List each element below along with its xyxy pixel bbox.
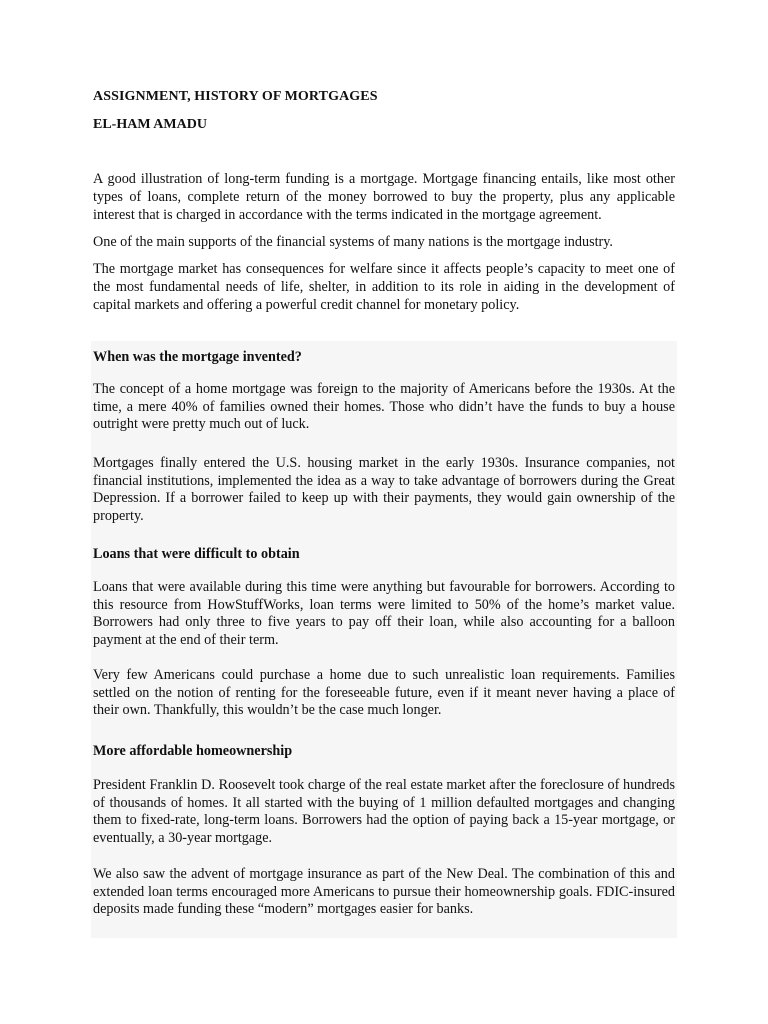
section-affordable-homeownership bbox=[93, 742, 675, 760]
section-paragraph-block bbox=[93, 579, 675, 649]
section-mortgage-invented bbox=[93, 348, 675, 366]
section-paragraph-block bbox=[93, 455, 675, 525]
section-heading: More affordable homeownership bbox=[93, 743, 293, 759]
section-paragraph: Mortgages finally entered the U.S. housing market in the early 1930s. Insurance companies, not financial institutions, implemented the idea as a way to take advantage of borrowers during the Great Depression. If a borrower failed to keep up with their payments, they would gain ownership of the property. bbox=[93, 455, 675, 524]
section-paragraph: We also saw the advent of mortgage insurance as part of the New Deal. The combination of this and extended loan terms encouraged more Americans to pursue their homeownership goals. FDIC-insured deposits made funding these “modern” mortgages easier for banks. bbox=[93, 866, 675, 917]
section-paragraph-block bbox=[93, 667, 675, 720]
intro-paragraph: One of the main supports of the financial systems of many nations is the mortgage industry. bbox=[93, 234, 613, 250]
section-heading: Loans that were difficult to obtain bbox=[93, 546, 300, 562]
intro-paragraph: The mortgage market has consequences for welfare since it affects people’s capacity to meet one of the most fundamental needs of life, shelter, in addition to its role in aiding in the development of capital markets and offering a powerful credit channel for monetary policy. bbox=[93, 261, 675, 313]
section-paragraph-block bbox=[93, 777, 675, 847]
document-author: EL-HAM AMADU bbox=[93, 117, 207, 132]
section-paragraph-block bbox=[93, 381, 675, 434]
section-heading: When was the mortgage invented? bbox=[93, 349, 302, 365]
intro-section bbox=[93, 170, 675, 323]
section-difficult-loans bbox=[93, 545, 675, 563]
section-paragraph-block bbox=[93, 866, 675, 919]
document-title: ASSIGNMENT, HISTORY OF MORTGAGES bbox=[93, 89, 378, 104]
section-paragraph: President Franklin D. Roosevelt took charge of the real estate market after the foreclosure of hundreds of thousands of homes. It all started with the buying of 1 million defaulted mortgages and changing them to fixed-rate, long-term loans. Borrowers had the option of paying back a 15-year mortgage, or eventually, a 30-year mortgage. bbox=[93, 777, 675, 846]
section-paragraph: The concept of a home mortgage was foreign to the majority of Americans before the 1930s. At the time, a mere 40% of families owned their homes. Those who didn’t have the funds to buy a house outright were pretty much out of luck. bbox=[93, 381, 675, 432]
intro-paragraph: A good illustration of long-term funding is a mortgage. Mortgage financing entails, like most other types of loans, complete return of the money borrowed to buy the property, plus any applicable interest that is charged in accordance with the terms indicated in the mortgage agreement. bbox=[93, 171, 675, 223]
section-paragraph: Loans that were available during this time were anything but favourable for borrowers. According to this resource from HowStuffWorks, loan terms were limited to 50% of the home’s market value. Borrowers had only three to five years to pay off their loan, while also accounting for a balloon payment at the end of their term. bbox=[93, 579, 675, 648]
section-paragraph: Very few Americans could purchase a home due to such unrealistic loan requirements. Families settled on the notion of renting for the foreseeable future, even if it meant never having a place of their own. Thankfully, this wouldn’t be the case much longer. bbox=[93, 667, 675, 718]
